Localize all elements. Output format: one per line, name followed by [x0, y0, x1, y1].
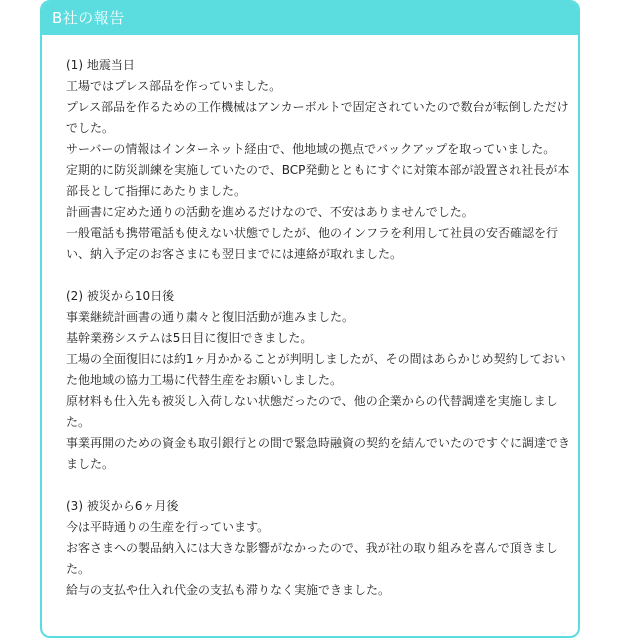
paragraph: 原材料も仕入先も被災し入荷しない状態だったので、他の企業からの代替調達を実施しました。 [66, 394, 558, 429]
report-title: B社の報告 [42, 2, 578, 35]
report-body [42, 35, 570, 601]
section-heading: (1) 地震当日 [66, 58, 135, 72]
paragraph: 工場ではプレス部品を作っていました。 [66, 79, 282, 93]
paragraph: 事業再開のための資金も取引銀行との間で緊急時融資の契約を結んでいたのですぐに調達できました。 [66, 436, 571, 471]
section-heading: (3) 被災から6ヶ月後 [66, 499, 179, 513]
paragraph: 定期的に防災訓練を実施していたので、BCP発動とともにすぐに対策本部が設置され社長が本部長として指揮にあたりました。 [66, 163, 570, 198]
paragraph: サーバーの情報はインターネット経由で、他地域の拠点でバックアップを取っていました。 [66, 142, 556, 156]
section-10-days-after [66, 286, 570, 475]
paragraph: 基幹業務システムは5日目に復旧できました。 [66, 331, 313, 345]
paragraph: お客さまへの製品納入には大きな影響がなかったので、我が社の取り組みを喜んで頂きました。 [66, 541, 558, 576]
paragraph: 今は平時通りの生産を行っています。 [66, 520, 270, 534]
paragraph: 計画書に定めた通りの活動を進めるだけなので、不安はありませんでした。 [66, 205, 474, 219]
paragraph: 一般電話も携帯電話も使えない状態でしたが、他のインフラを利用して社員の安否確認を行い、納入予定のお客さまにも翌日までには連絡が取れました。 [66, 226, 559, 261]
section-heading: (2) 被災から10日後 [66, 289, 175, 303]
paragraph: 事業継続計画書の通り粛々と復旧活動が進みました。 [66, 310, 355, 324]
paragraph: 給与の支払や仕入れ代金の支払も滞りなく実施できました。 [66, 583, 391, 597]
paragraph: プレス部品を作るための工作機械はアンカーボルトで固定されていたので数台が転倒しただけでした。 [66, 100, 569, 135]
report-card [40, 0, 580, 638]
paragraph: 工場の全面復旧には約1ヶ月かかることが判明しましたが、その間はあらかじめ契約しておいた他地域の協力工場に代替生産をお願いしました。 [66, 352, 566, 387]
section-day-of-earthquake [66, 55, 570, 265]
section-6-months-after [66, 496, 570, 601]
